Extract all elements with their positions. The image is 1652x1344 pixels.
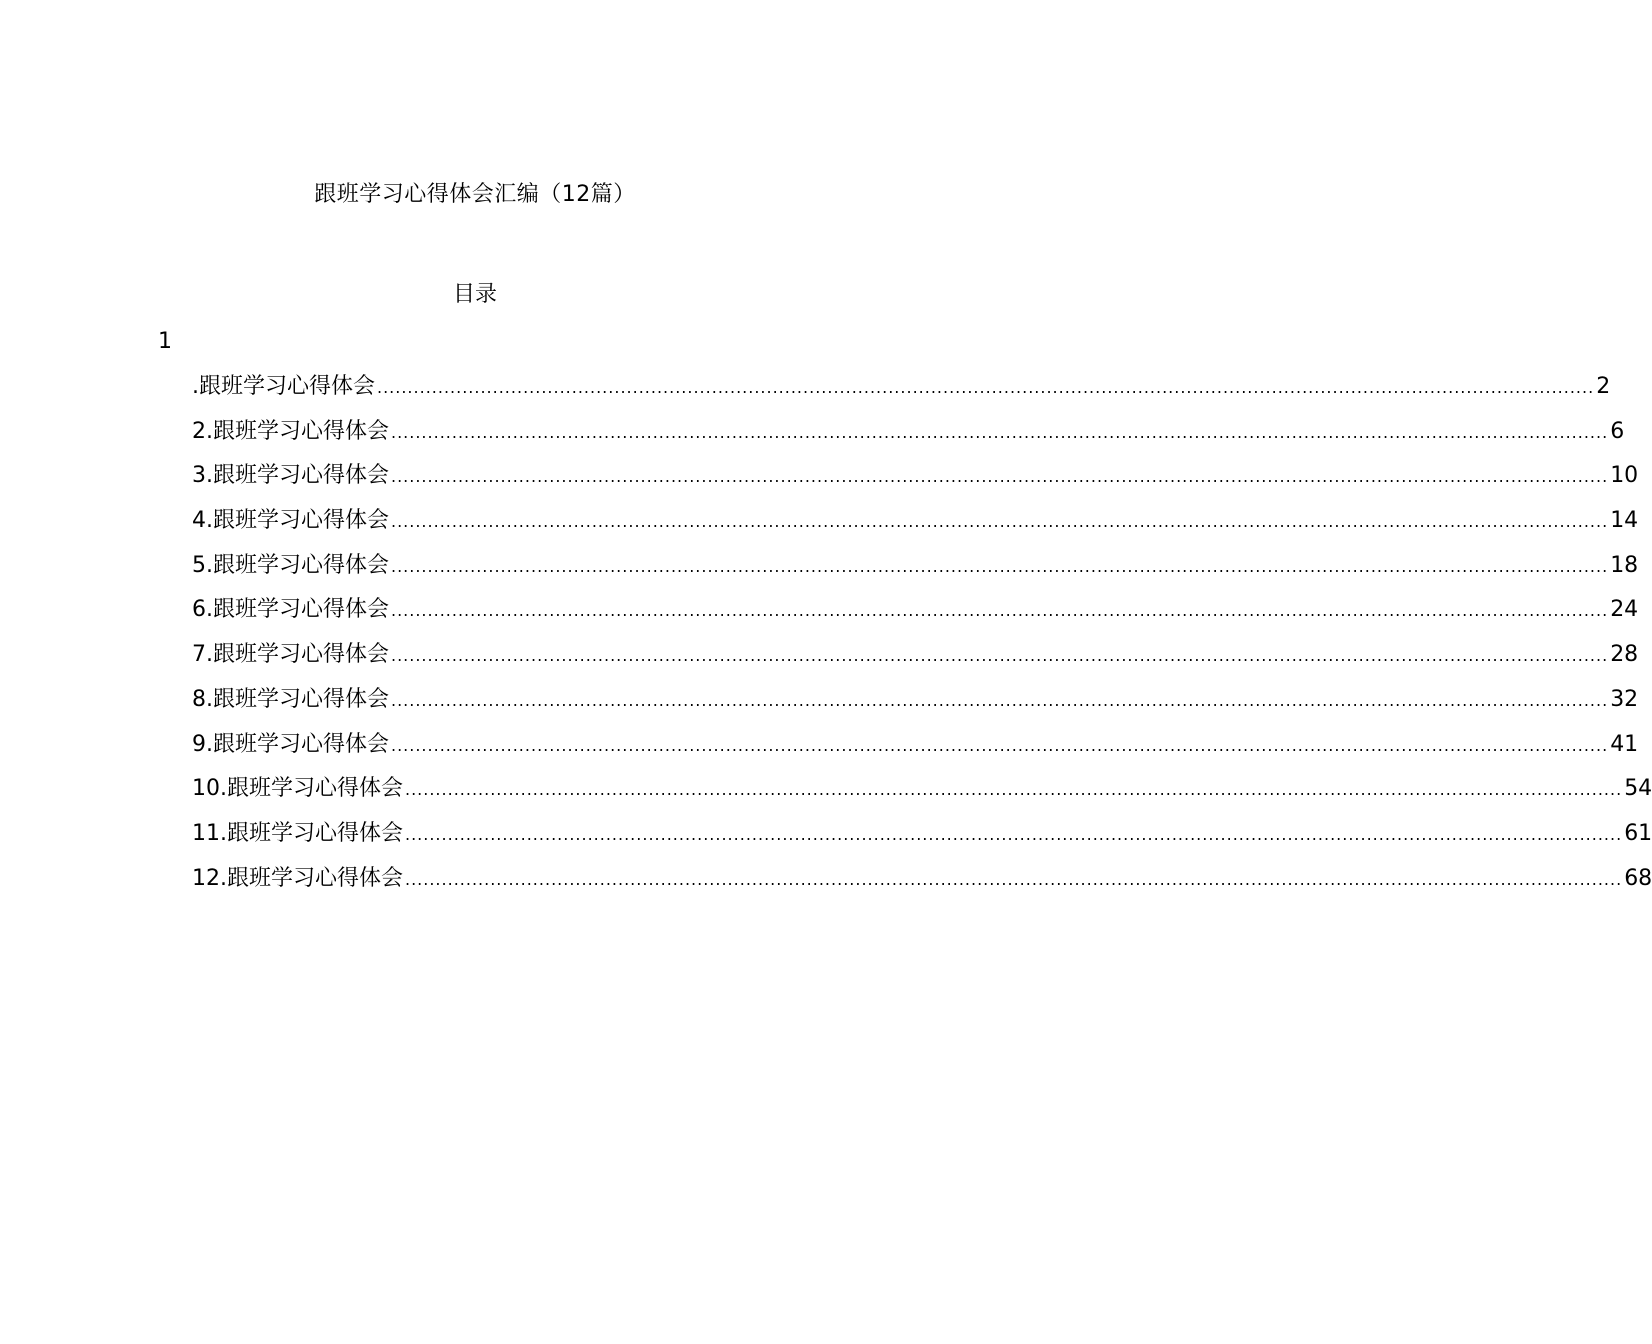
toc-entry-page: 24 bbox=[1610, 597, 1639, 623]
toc-entry-label: .跟班学习心得体会 bbox=[192, 374, 375, 399]
document-title: 跟班学习心得体会汇编（12篇） bbox=[314, 182, 636, 207]
toc-dot-leader: ........................................................................................................................................................................................................ bbox=[405, 780, 1623, 800]
toc-dot-leader: ........................................................................................................................................................................................................ bbox=[391, 690, 1609, 710]
toc-entry-label: 2.跟班学习心得体会 bbox=[192, 418, 389, 444]
toc-entry-label: 4.跟班学习心得体会 bbox=[192, 508, 389, 534]
toc-entry-page: 18 bbox=[1610, 552, 1639, 578]
toc-entry-page: 10 bbox=[1610, 463, 1639, 489]
toc-entry-label: 7.跟班学习心得体会 bbox=[192, 642, 389, 668]
toc-entry-page: 61 bbox=[1624, 820, 1652, 846]
toc-dot-leader: ........................................................................................................................................................................................................ bbox=[391, 646, 1609, 666]
toc-entry-label: 5.跟班学习心得体会 bbox=[192, 552, 389, 578]
toc-entry[interactable] bbox=[192, 817, 1652, 862]
toc-entry[interactable] bbox=[192, 638, 1639, 683]
toc-dot-leader: ........................................................................................................................................................................................................ bbox=[391, 735, 1609, 755]
toc-dot-leader: ........................................................................................................................................................................................................ bbox=[391, 556, 1609, 576]
toc-dot-leader: ........................................................................................................................................................................................................ bbox=[391, 512, 1609, 532]
toc-entry-page: 54 bbox=[1624, 776, 1652, 802]
toc-heading: 目录 bbox=[452, 282, 497, 307]
stray-number: 1 bbox=[158, 329, 172, 354]
toc-entry[interactable] bbox=[192, 370, 1611, 415]
toc-entry-page: 2 bbox=[1596, 374, 1611, 399]
toc-entry[interactable] bbox=[192, 504, 1639, 549]
toc-entry[interactable] bbox=[192, 728, 1639, 773]
toc-dot-leader: ........................................................................................................................................................................................................ bbox=[405, 824, 1623, 844]
toc-entry-page: 14 bbox=[1610, 508, 1639, 534]
toc-entry-label: 11.跟班学习心得体会 bbox=[192, 820, 403, 846]
toc-dot-leader: ........................................................................................................................................................................................................ bbox=[391, 467, 1609, 487]
toc-entry-label: 8.跟班学习心得体会 bbox=[192, 686, 389, 712]
toc-entry[interactable] bbox=[192, 593, 1639, 638]
toc-entry[interactable] bbox=[192, 415, 1625, 460]
toc-dot-leader: ........................................................................................................................................................................................................ bbox=[405, 869, 1623, 889]
toc-dot-leader: ........................................................................................................................................................................................................ bbox=[377, 378, 1595, 397]
toc-entry-label: 10.跟班学习心得体会 bbox=[192, 776, 403, 802]
toc-entry-page: 32 bbox=[1610, 686, 1639, 712]
toc-entry-page: 28 bbox=[1610, 642, 1639, 668]
toc-entry[interactable] bbox=[192, 683, 1639, 728]
toc-dot-leader: ........................................................................................................................................................................................................ bbox=[391, 601, 1609, 621]
toc-entry-page: 6 bbox=[1610, 418, 1625, 444]
toc-entry[interactable] bbox=[192, 459, 1639, 504]
table-of-contents bbox=[192, 370, 1652, 906]
toc-entry-label: 6.跟班学习心得体会 bbox=[192, 597, 389, 623]
toc-entry-page: 41 bbox=[1610, 731, 1639, 757]
toc-entry[interactable] bbox=[192, 549, 1639, 594]
toc-entry-page: 68 bbox=[1624, 865, 1652, 891]
toc-entry-label: 3.跟班学习心得体会 bbox=[192, 463, 389, 489]
toc-entry-label: 12.跟班学习心得体会 bbox=[192, 865, 403, 891]
toc-entry[interactable] bbox=[192, 862, 1652, 907]
toc-entry[interactable] bbox=[192, 772, 1652, 817]
toc-entry-label: 9.跟班学习心得体会 bbox=[192, 731, 389, 757]
toc-dot-leader: ........................................................................................................................................................................................................ bbox=[391, 422, 1609, 442]
